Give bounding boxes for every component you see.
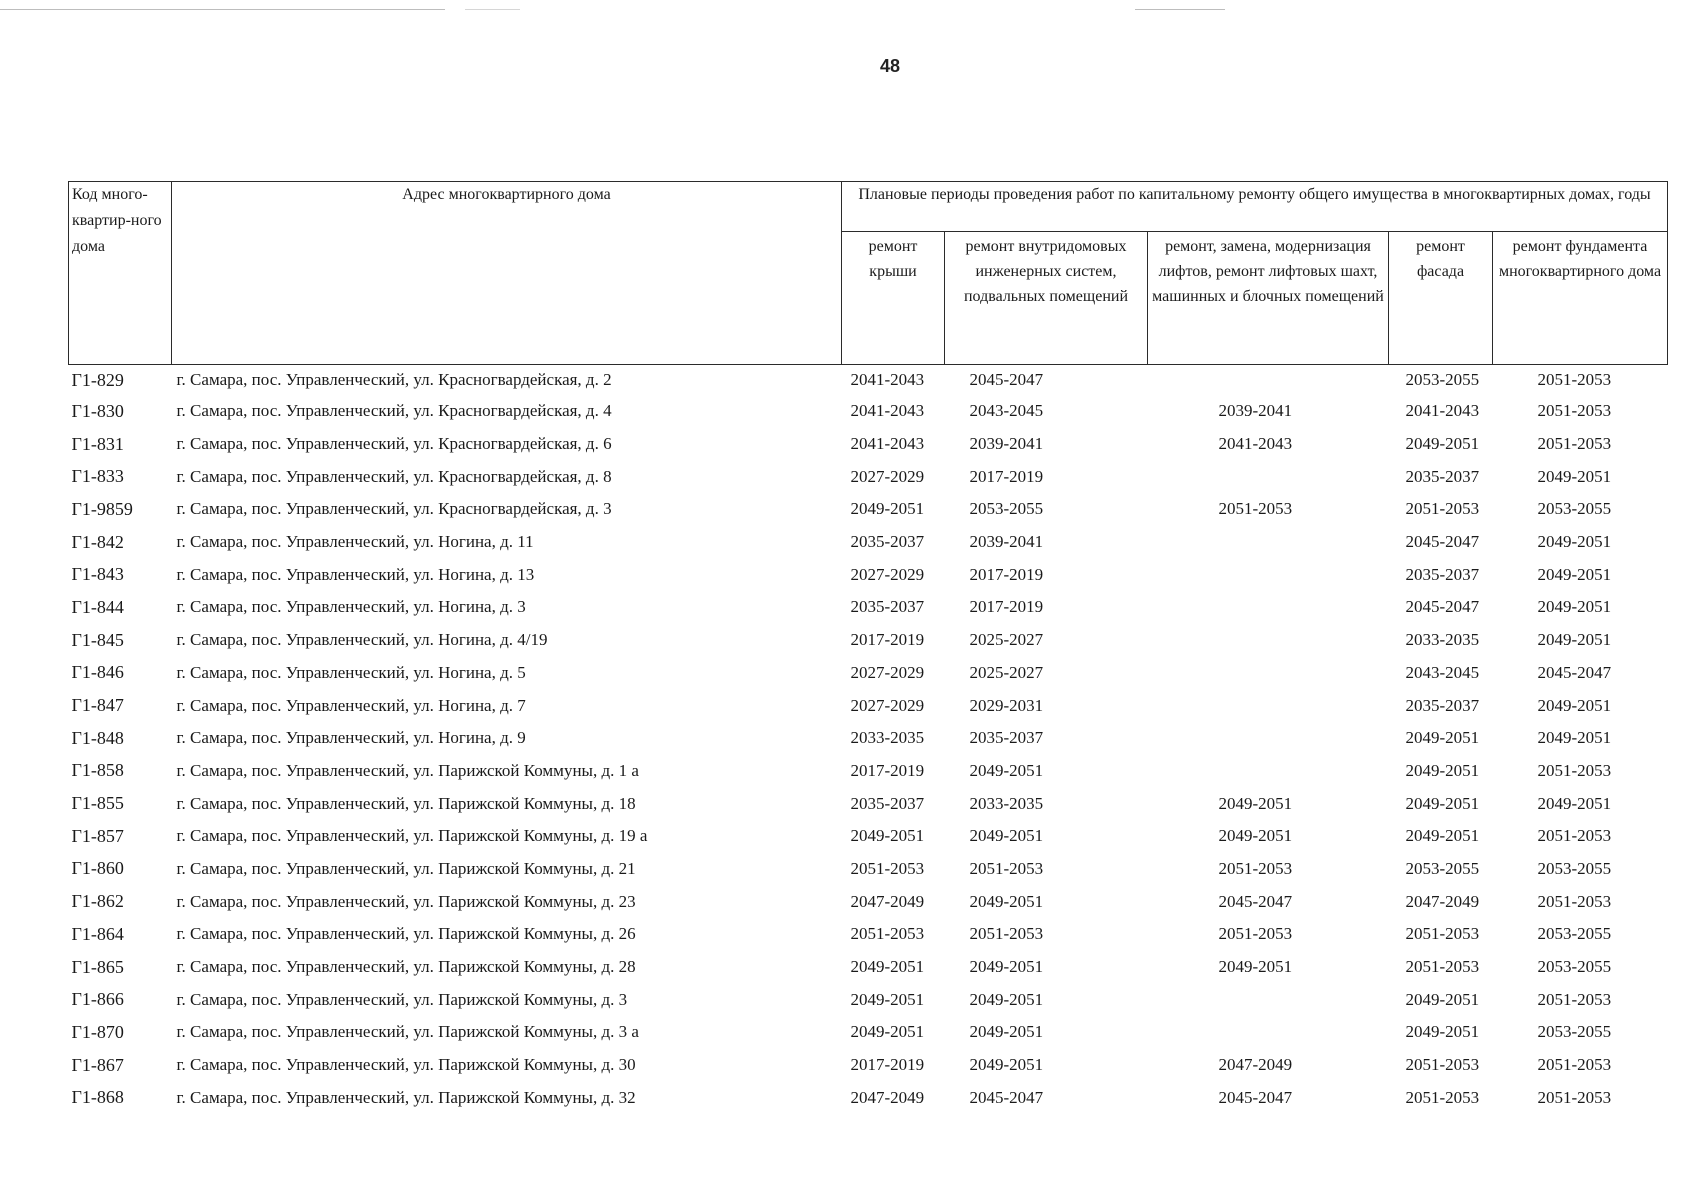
cell-address: г. Самара, пос. Управленческий, ул. Красногвардейская, д. 8 xyxy=(176,466,612,486)
header-code: Код много-квартир-ного дома xyxy=(69,182,172,365)
cell-lifts: 2041-2043 xyxy=(1218,434,1293,454)
table-row xyxy=(69,1081,1668,1114)
cell-engineering: 2051-2053 xyxy=(969,924,1044,944)
cell-foundation: 2049-2051 xyxy=(1537,630,1612,650)
table-row xyxy=(69,885,1668,918)
cell-engineering: 2017-2019 xyxy=(969,466,1044,486)
cell-code: Г1-857 xyxy=(71,825,124,846)
cell-lifts xyxy=(1148,689,1389,722)
cell-address: г. Самара, пос. Управленческий, ул. Парижской Коммуны, д. 23 xyxy=(176,891,636,911)
cell-facade: 2051-2053 xyxy=(1405,499,1480,519)
cell-facade: 2043-2045 xyxy=(1405,662,1480,682)
table-row xyxy=(69,983,1668,1016)
cell-foundation: 2049-2051 xyxy=(1537,695,1612,715)
cell-roof: 2027-2029 xyxy=(850,662,925,682)
cell-code: Г1-860 xyxy=(71,858,124,879)
table-row xyxy=(69,755,1668,788)
table-row xyxy=(69,820,1668,853)
table-row xyxy=(69,689,1668,722)
cell-lifts: 2045-2047 xyxy=(1218,1087,1293,1107)
table-row xyxy=(69,1049,1668,1082)
cell-engineering: 2029-2031 xyxy=(969,695,1044,715)
cell-roof: 2017-2019 xyxy=(850,630,925,650)
cell-code: Г1-847 xyxy=(71,695,124,716)
cell-code: Г1-865 xyxy=(71,956,124,977)
cell-facade: 2049-2051 xyxy=(1405,760,1480,780)
table-row xyxy=(69,624,1668,657)
cell-code: Г1-866 xyxy=(71,989,124,1010)
cell-code: Г1-9859 xyxy=(71,498,133,519)
cell-roof: 2049-2051 xyxy=(850,957,925,977)
cell-facade: 2049-2051 xyxy=(1405,826,1480,846)
cell-facade: 2049-2051 xyxy=(1405,989,1480,1009)
cell-lifts xyxy=(1148,983,1389,1016)
cell-code: Г1-870 xyxy=(71,1021,124,1042)
table-row xyxy=(69,591,1668,624)
cell-roof: 2027-2029 xyxy=(850,466,925,486)
cell-roof: 2041-2043 xyxy=(850,370,925,389)
cell-code: Г1-858 xyxy=(71,760,124,781)
cell-address: г. Самара, пос. Управленческий, ул. Ногина, д. 13 xyxy=(176,564,535,584)
cell-address: г. Самара, пос. Управленческий, ул. Парижской Коммуны, д. 3 а xyxy=(176,1022,639,1042)
cell-address: г. Самара, пос. Управленческий, ул. Ногина, д. 11 xyxy=(176,532,534,552)
cell-lifts: 2051-2053 xyxy=(1218,499,1293,519)
cell-lifts xyxy=(1148,1016,1389,1049)
cell-lifts: 2047-2049 xyxy=(1218,1055,1293,1075)
cell-facade: 2051-2053 xyxy=(1405,924,1480,944)
cell-code: Г1-848 xyxy=(71,727,124,748)
cell-code: Г1-862 xyxy=(71,891,124,912)
cell-foundation: 2053-2055 xyxy=(1537,924,1612,944)
cell-code: Г1-846 xyxy=(71,662,124,683)
cell-roof: 2047-2049 xyxy=(850,891,925,911)
cell-facade: 2049-2051 xyxy=(1405,728,1480,748)
table-header xyxy=(69,182,1668,365)
cell-facade: 2045-2047 xyxy=(1405,532,1480,552)
cell-foundation: 2049-2051 xyxy=(1537,728,1612,748)
cell-engineering: 2049-2051 xyxy=(969,891,1044,911)
cell-address: г. Самара, пос. Управленческий, ул. Парижской Коммуны, д. 21 xyxy=(176,858,636,878)
cell-foundation: 2051-2053 xyxy=(1537,1055,1612,1075)
cell-lifts: 2049-2051 xyxy=(1218,957,1293,977)
cell-foundation: 2045-2047 xyxy=(1537,662,1612,682)
cell-roof: 2049-2051 xyxy=(850,826,925,846)
cell-facade: 2047-2049 xyxy=(1405,891,1480,911)
cell-engineering: 2045-2047 xyxy=(969,1087,1044,1107)
table-row xyxy=(69,558,1668,591)
cell-engineering: 2049-2051 xyxy=(969,826,1044,846)
cell-foundation: 2049-2051 xyxy=(1537,564,1612,584)
cell-roof: 2049-2051 xyxy=(850,1022,925,1042)
table-row xyxy=(69,853,1668,886)
cell-foundation: 2051-2053 xyxy=(1537,760,1612,780)
cell-lifts: 2051-2053 xyxy=(1218,924,1293,944)
cell-engineering: 2017-2019 xyxy=(969,564,1044,584)
cell-lifts xyxy=(1148,460,1389,493)
cell-code: Г1-843 xyxy=(71,564,124,585)
cell-address: г. Самара, пос. Управленческий, ул. Красногвардейская, д. 3 xyxy=(176,499,612,519)
cell-address: г. Самара, пос. Управленческий, ул. Ногина, д. 4/19 xyxy=(176,630,548,650)
cell-address: г. Самара, пос. Управленческий, ул. Парижской Коммуны, д. 32 xyxy=(176,1087,636,1107)
cell-roof: 2041-2043 xyxy=(850,434,925,454)
cell-lifts: 2045-2047 xyxy=(1218,891,1293,911)
cell-address: г. Самара, пос. Управленческий, ул. Ногина, д. 5 xyxy=(176,662,526,682)
table-row xyxy=(69,395,1668,428)
cell-code: Г1-831 xyxy=(71,433,124,454)
cell-engineering: 2033-2035 xyxy=(969,793,1044,813)
cell-lifts xyxy=(1148,755,1389,788)
table-row xyxy=(69,365,1668,396)
header-engineering: ремонт внутридомовых инженерных систем, подвальных помещений xyxy=(945,232,1148,365)
cell-facade: 2049-2051 xyxy=(1405,434,1480,454)
cell-roof: 2027-2029 xyxy=(850,564,925,584)
header-lifts: ремонт, замена, модернизация лифтов, ремонт лифтовых шахт, машинных и блочных помещений xyxy=(1148,232,1389,365)
cell-code: Г1-845 xyxy=(71,629,124,650)
table-row xyxy=(69,1016,1668,1049)
cell-code: Г1-864 xyxy=(71,923,124,944)
header-address: Адрес многоквартирного дома xyxy=(172,182,842,365)
cell-engineering: 2051-2053 xyxy=(969,858,1044,878)
scan-edge-line xyxy=(465,9,520,10)
table-body xyxy=(69,365,1668,1115)
cell-lifts: 2039-2041 xyxy=(1218,401,1293,421)
cell-roof: 2035-2037 xyxy=(850,532,925,552)
cell-code: Г1-829 xyxy=(71,369,124,390)
table-row xyxy=(69,428,1668,461)
cell-foundation: 2051-2053 xyxy=(1537,401,1612,421)
table-row xyxy=(69,918,1668,951)
cell-engineering: 2039-2041 xyxy=(969,532,1044,552)
cell-roof: 2041-2043 xyxy=(850,401,925,421)
cell-engineering: 2043-2045 xyxy=(969,401,1044,421)
cell-lifts xyxy=(1148,722,1389,755)
cell-lifts: 2049-2051 xyxy=(1218,826,1293,846)
cell-code: Г1-855 xyxy=(71,793,124,814)
cell-facade: 2041-2043 xyxy=(1405,401,1480,421)
scan-edge-line xyxy=(1135,9,1225,10)
cell-foundation: 2051-2053 xyxy=(1537,434,1612,454)
cell-engineering: 2049-2051 xyxy=(969,989,1044,1009)
cell-address: г. Самара, пос. Управленческий, ул. Парижской Коммуны, д. 18 xyxy=(176,793,636,813)
cell-facade: 2049-2051 xyxy=(1405,793,1480,813)
cell-address: г. Самара, пос. Управленческий, ул. Ногина, д. 9 xyxy=(176,728,526,748)
cell-engineering: 2035-2037 xyxy=(969,728,1044,748)
cell-engineering: 2039-2041 xyxy=(969,434,1044,454)
table-row xyxy=(69,526,1668,559)
cell-lifts xyxy=(1148,365,1389,396)
cell-facade: 2035-2037 xyxy=(1405,564,1480,584)
cell-foundation: 2053-2055 xyxy=(1537,858,1612,878)
table-row xyxy=(69,460,1668,493)
table-row xyxy=(69,657,1668,690)
cell-lifts xyxy=(1148,558,1389,591)
cell-foundation: 2053-2055 xyxy=(1537,499,1612,519)
cell-lifts xyxy=(1148,591,1389,624)
cell-facade: 2035-2037 xyxy=(1405,695,1480,715)
cell-roof: 2017-2019 xyxy=(850,1055,925,1075)
cell-facade: 2049-2051 xyxy=(1405,1022,1480,1042)
header-periods-group: Плановые периоды проведения работ по капитальному ремонту общего имущества в многоквартирных домах, годы xyxy=(842,182,1668,232)
cell-code: Г1-868 xyxy=(71,1087,124,1108)
header-roof: ремонт крыши xyxy=(842,232,945,365)
cell-address: г. Самара, пос. Управленческий, ул. Парижской Коммуны, д. 1 а xyxy=(176,760,639,780)
page-number: 48 xyxy=(879,56,901,76)
cell-facade: 2053-2055 xyxy=(1405,858,1480,878)
cell-roof: 2049-2051 xyxy=(850,499,925,519)
repair-schedule-table xyxy=(68,181,1668,1114)
cell-code: Г1-830 xyxy=(71,400,124,421)
cell-facade: 2035-2037 xyxy=(1405,466,1480,486)
scan-edge-line xyxy=(0,9,445,10)
cell-facade: 2051-2053 xyxy=(1405,957,1480,977)
table-row xyxy=(69,493,1668,526)
header-facade: ремонт фасада xyxy=(1389,232,1493,365)
cell-roof: 2017-2019 xyxy=(850,760,925,780)
cell-engineering: 2049-2051 xyxy=(969,1022,1044,1042)
cell-foundation: 2053-2055 xyxy=(1537,1022,1612,1042)
cell-address: г. Самара, пос. Управленческий, ул. Парижской Коммуны, д. 19 а xyxy=(176,826,648,846)
cell-address: г. Самара, пос. Управленческий, ул. Ногина, д. 3 xyxy=(176,597,526,617)
cell-lifts xyxy=(1148,657,1389,690)
cell-engineering: 2045-2047 xyxy=(969,370,1044,389)
cell-foundation: 2051-2053 xyxy=(1537,1087,1612,1107)
cell-facade: 2033-2035 xyxy=(1405,630,1480,650)
cell-foundation: 2051-2053 xyxy=(1537,370,1612,389)
cell-address: г. Самара, пос. Управленческий, ул. Парижской Коммуны, д. 30 xyxy=(176,1055,636,1075)
cell-code: Г1-842 xyxy=(71,531,124,552)
cell-code: Г1-867 xyxy=(71,1054,124,1075)
cell-engineering: 2053-2055 xyxy=(969,499,1044,519)
cell-roof: 2033-2035 xyxy=(850,728,925,748)
table-row xyxy=(69,722,1668,755)
cell-engineering: 2049-2051 xyxy=(969,1055,1044,1075)
cell-engineering: 2017-2019 xyxy=(969,597,1044,617)
cell-lifts: 2051-2053 xyxy=(1218,858,1293,878)
cell-roof: 2035-2037 xyxy=(850,597,925,617)
cell-foundation: 2049-2051 xyxy=(1537,466,1612,486)
cell-engineering: 2025-2027 xyxy=(969,630,1044,650)
cell-foundation: 2051-2053 xyxy=(1537,826,1612,846)
cell-facade: 2051-2053 xyxy=(1405,1055,1480,1075)
cell-engineering: 2049-2051 xyxy=(969,760,1044,780)
cell-engineering: 2025-2027 xyxy=(969,662,1044,682)
cell-foundation: 2053-2055 xyxy=(1537,957,1612,977)
cell-facade: 2053-2055 xyxy=(1405,370,1480,389)
cell-address: г. Самара, пос. Управленческий, ул. Парижской Коммуны, д. 26 xyxy=(176,924,636,944)
cell-facade: 2051-2053 xyxy=(1405,1087,1480,1107)
cell-roof: 2047-2049 xyxy=(850,1087,925,1107)
cell-roof: 2049-2051 xyxy=(850,989,925,1009)
cell-lifts: 2049-2051 xyxy=(1218,793,1293,813)
cell-foundation: 2049-2051 xyxy=(1537,597,1612,617)
cell-engineering: 2049-2051 xyxy=(969,957,1044,977)
cell-roof: 2035-2037 xyxy=(850,793,925,813)
cell-roof: 2027-2029 xyxy=(850,695,925,715)
cell-address: г. Самара, пос. Управленческий, ул. Красногвардейская, д. 4 xyxy=(176,401,612,421)
cell-address: г. Самара, пос. Управленческий, ул. Парижской Коммуны, д. 3 xyxy=(176,989,628,1009)
cell-code: Г1-844 xyxy=(71,596,124,617)
table-row xyxy=(69,951,1668,984)
cell-roof: 2051-2053 xyxy=(850,858,925,878)
cell-foundation: 2051-2053 xyxy=(1537,891,1612,911)
header-foundation: ремонт фундамента многоквартирного дома xyxy=(1493,232,1668,365)
cell-address: г. Самара, пос. Управленческий, ул. Парижской Коммуны, д. 28 xyxy=(176,957,636,977)
cell-foundation: 2049-2051 xyxy=(1537,532,1612,552)
cell-roof: 2051-2053 xyxy=(850,924,925,944)
cell-lifts xyxy=(1148,526,1389,559)
cell-lifts xyxy=(1148,624,1389,657)
cell-foundation: 2049-2051 xyxy=(1537,793,1612,813)
table-row xyxy=(69,787,1668,820)
cell-facade: 2045-2047 xyxy=(1405,597,1480,617)
cell-foundation: 2051-2053 xyxy=(1537,989,1612,1009)
cell-address: г. Самара, пос. Управленческий, ул. Красногвардейская, д. 6 xyxy=(176,434,612,454)
cell-code: Г1-833 xyxy=(71,466,124,487)
cell-address: г. Самара, пос. Управленческий, ул. Ногина, д. 7 xyxy=(176,695,526,715)
cell-address: г. Самара, пос. Управленческий, ул. Красногвардейская, д. 2 xyxy=(176,370,612,389)
